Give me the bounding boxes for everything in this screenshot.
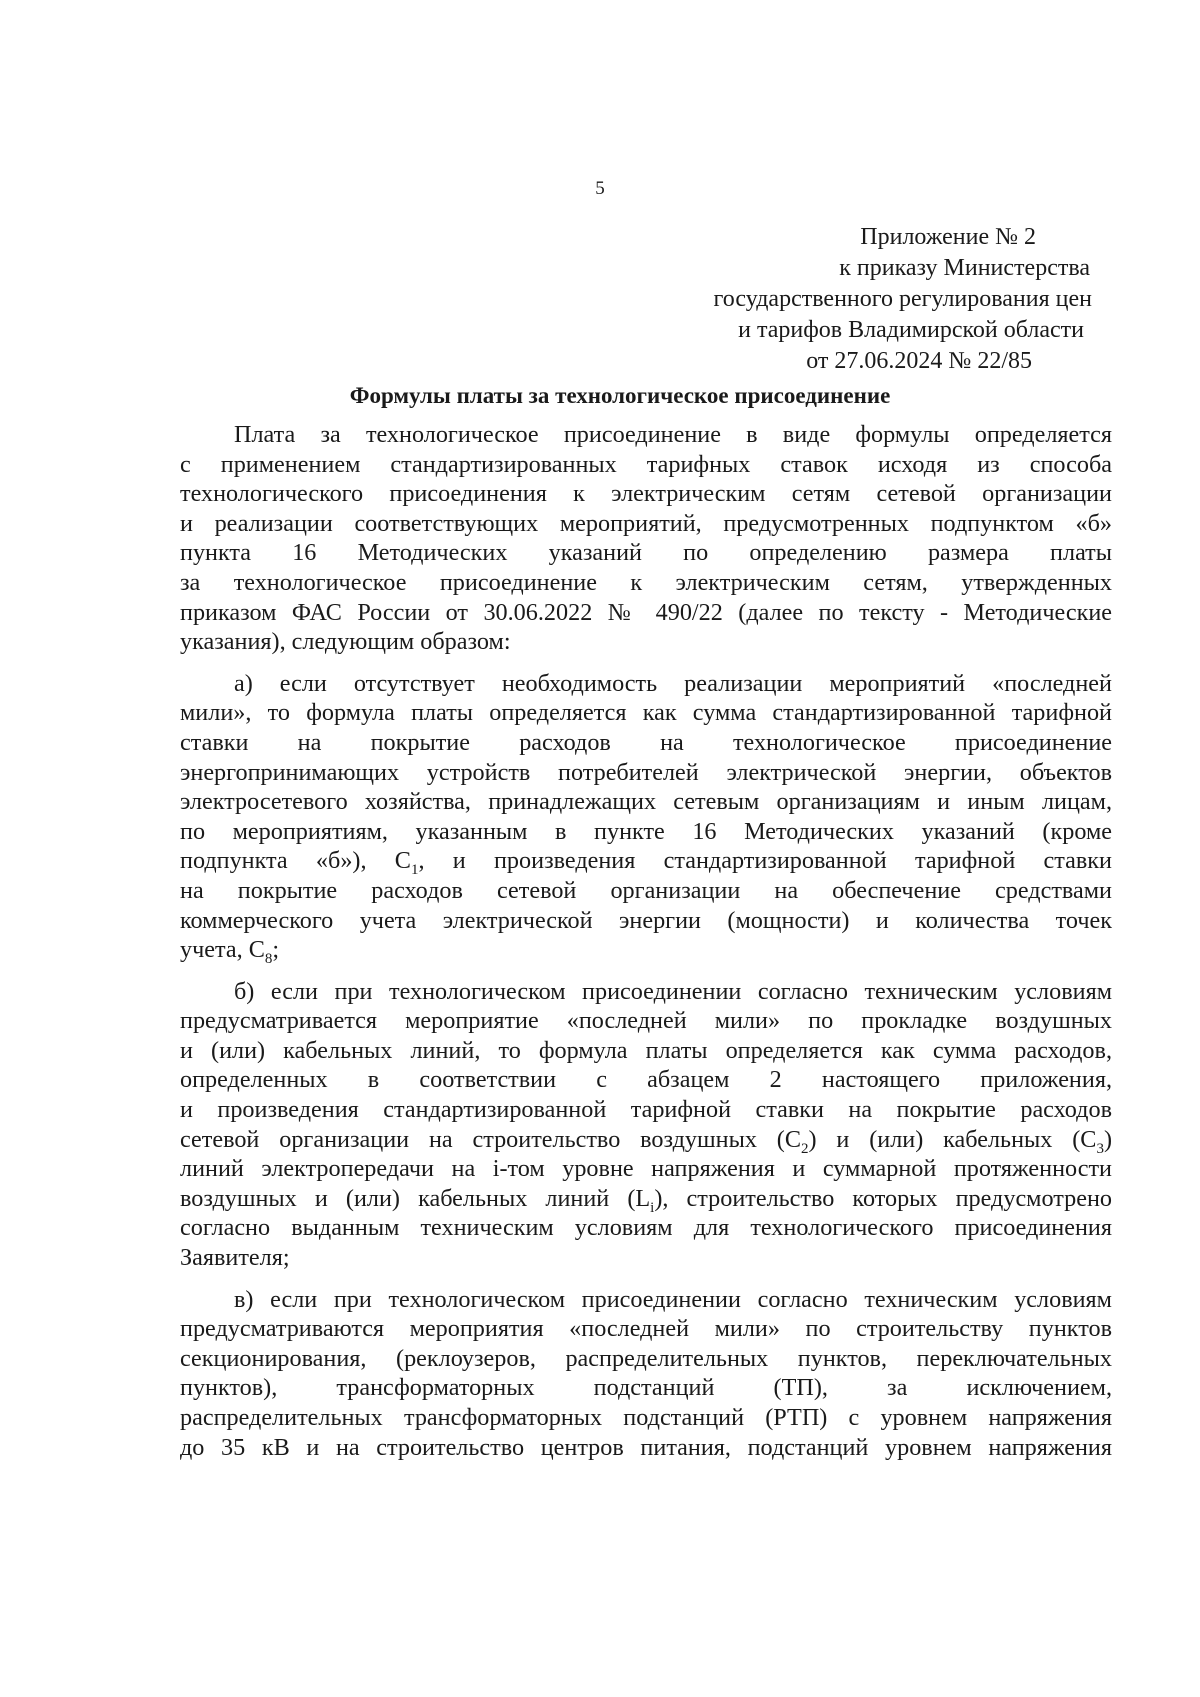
subscript: 3	[1096, 1140, 1104, 1157]
subscript: i	[650, 1199, 655, 1216]
text-line: Заявителя;	[180, 1244, 290, 1272]
text-line: на покрытие расходов сетевой организации на обеспечение средствами	[180, 876, 1112, 904]
text-line: энергопринимающих устройств потребителей электрической энергии, объектов	[180, 758, 1112, 786]
text-line: пункта 16 Методических указаний по определению размера платы	[180, 539, 1112, 567]
document-body	[180, 420, 1112, 1474]
text-line	[180, 935, 1112, 965]
text-line: коммерческого учета электрической энергии (мощности) и количества точек	[180, 906, 1112, 934]
text-line	[180, 1184, 1112, 1214]
paragraph-v	[180, 1285, 1112, 1463]
paragraph-b	[180, 977, 1112, 1273]
text-line: указания), следующим образом:	[180, 628, 511, 656]
text-line: ставки на покрытие расходов на технологическое присоединение	[180, 728, 1112, 756]
text-line: технологического присоединения к электрическим сетям сетевой организации	[180, 480, 1112, 508]
text-line: Плата за технологическое присоединение в виде формулы определяется	[234, 421, 1112, 448]
text-line: в) если при технологическом присоединении согласно техническим условиям	[234, 1285, 1112, 1313]
text-fragment: ) и (или) кабельных (C	[808, 1125, 1097, 1153]
appendix-line: к приказу Министерства	[839, 255, 1090, 281]
appendix-line: от 27.06.2024 № 22/85	[806, 348, 1032, 374]
text-line: до 35 кВ и на строительство центров питания, подстанций уровнем напряжения	[180, 1433, 1112, 1461]
text-line: по мероприятиям, указанным в пункте 16 Методических указаний (кроме	[180, 817, 1112, 845]
text-line: и реализации соответствующих мероприятий, предусмотренных подпунктом «б»	[180, 509, 1112, 537]
text-line: определенных в соответствии с абзацем 2 настоящего приложения,	[180, 1066, 1112, 1094]
appendix-line: Приложение № 2	[860, 224, 1036, 250]
appendix-block	[592, 222, 1092, 377]
text-line: предусматривается мероприятие «последней мили» по прокладке воздушных	[180, 1007, 1112, 1035]
text-fragment: ;	[272, 936, 280, 964]
text-line	[180, 846, 1113, 879]
text-line: б) если при технологическом присоединении согласно техническим условиям	[234, 977, 1112, 1005]
paragraph-a	[180, 669, 1112, 965]
paragraph-intro	[180, 420, 1112, 657]
text-line: мили», то формула платы определяется как сумма стандартизированной тарифной	[180, 699, 1112, 727]
text-fragment: ), строительство которых предусмотрено	[654, 1184, 1112, 1212]
text-fragment: сетевой организации на строительство воздушных (C	[180, 1125, 801, 1153]
text-line: согласно выданным техническим условиям для технологического присоединения	[180, 1214, 1112, 1242]
text-fragment: подпункта «б»), C	[180, 847, 411, 875]
document-title: Формулы платы за технологическое присоединение	[349, 383, 891, 408]
text-fragment: воздушных и (или) кабельных линий (L	[180, 1184, 651, 1212]
text-fragment: )	[1103, 1125, 1112, 1153]
subscript: 8	[264, 950, 273, 967]
text-line: а) если отсутствует необходимость реализации мероприятий «последней	[234, 669, 1112, 697]
text-line: за технологическое присоединение к электрическим сетям, утвержденных	[180, 568, 1112, 596]
text-fragment: , и произведения стандартизированной тарифной ставки	[418, 847, 1113, 875]
text-line: распределительных трансформаторных подстанций (РТП) с уровнем напряжения	[180, 1404, 1112, 1431]
appendix-line: государственного регулирования цен	[713, 286, 1092, 312]
appendix-line: и тарифов Владимирской области	[738, 317, 1084, 343]
subscript: 2	[800, 1140, 809, 1157]
text-line: секционирования, (реклоузеров, распределительных пунктов, переключательных	[180, 1344, 1112, 1372]
text-line: и (или) кабельных линий, то формула платы определяется как сумма расходов,	[180, 1036, 1112, 1064]
text-line: и произведения стандартизированной тарифной ставки на покрытие расходов	[180, 1096, 1112, 1124]
text-line: линий электропередачи на i-том уровне напряжения и суммарной протяженности	[180, 1155, 1112, 1183]
text-line: с применением стандартизированных тарифных ставок исходя из способа	[180, 450, 1112, 478]
page-number: 5	[595, 178, 605, 199]
subscript: 1	[410, 862, 419, 879]
text-line: электросетевого хозяйства, принадлежащих сетевым организациям и иным лицам,	[180, 788, 1112, 816]
text-fragment: учета, C	[180, 936, 265, 964]
text-line: пунктов), трансформаторных подстанций (ТП), за исключением,	[180, 1374, 1112, 1402]
text-line: предусматриваются мероприятия «последней мили» по строительству пунктов	[180, 1315, 1112, 1343]
text-line: приказом ФАС России от 30.06.2022 № 490/22 (далее по тексту - Методические	[180, 598, 1112, 626]
text-line	[180, 1125, 1112, 1155]
